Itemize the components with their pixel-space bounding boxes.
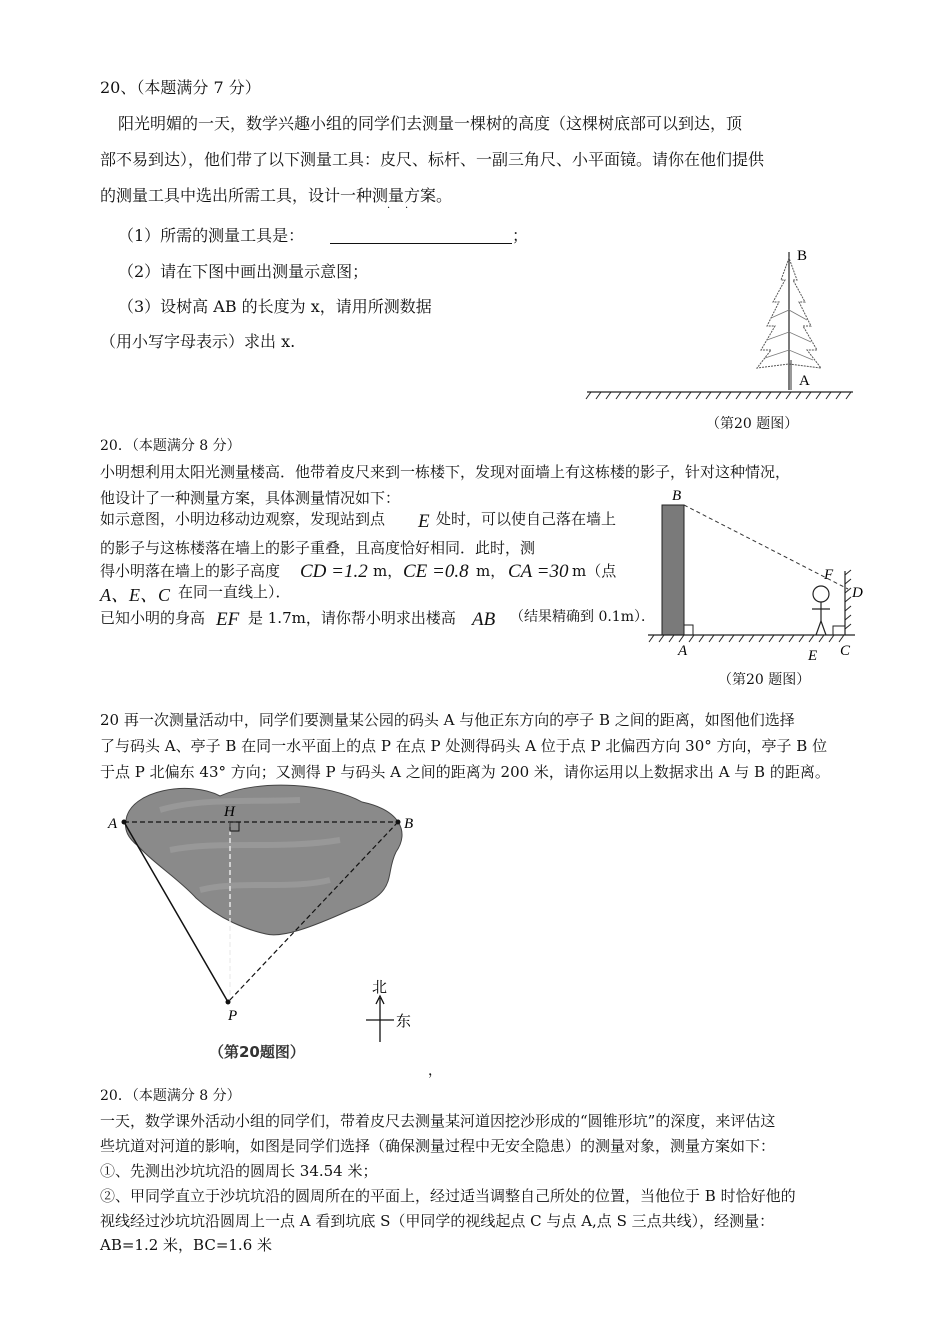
math-ce: CE =0.8	[403, 561, 469, 582]
math-ef: EF	[216, 609, 240, 630]
north-label: 北	[372, 980, 388, 996]
q1-caption: （第20 题图）	[706, 416, 799, 432]
label-d: D	[852, 585, 863, 601]
q1-para-line: 阳光明媚的一天，数学兴趣小组的同学们去测量一棵树的高度（这棵树底部可以到达，顶	[118, 114, 743, 133]
label-e: E	[808, 648, 818, 664]
q2-line: 得小明落在墙上的影子高度	[100, 562, 281, 580]
emphasis-dot: ·	[405, 203, 409, 214]
building-figure	[640, 483, 875, 668]
math-ca: CA =30	[508, 561, 569, 582]
q1-para-line: 部不易到达），他们带了以下测量工具：皮尺、标杆、一副三角尺、小平面镜。请你在他们提供	[100, 150, 765, 169]
q4-line: ①、先测出沙坑坑沿的圆周长 34.54 米；	[100, 1162, 378, 1180]
math-e: E	[418, 511, 430, 532]
q4-line: 些坑道对河道的影响，如图是同学们选择（确保测量过程中无安全隐患）的测量对象，测量方案如下：	[100, 1137, 776, 1155]
label-b: B	[672, 488, 682, 504]
q1-para-line: 的测量工具中选出所需工具，设计一种测量方案。	[100, 186, 453, 205]
q2-line: 已知小明的身高	[100, 609, 206, 627]
q1-heading: 20、（本题满分 7 分）	[100, 78, 261, 97]
q2-line: （结果精确到 0.1m）．	[510, 609, 655, 625]
label-a: A	[108, 816, 118, 832]
q2-line: 处时，可以使自己落在墙上	[436, 510, 617, 528]
q1-item-4: （用小写字母表示）求出 x.	[100, 332, 296, 351]
q2-line: 如示意图，小明边移动边观察，发现站到点	[100, 510, 386, 528]
stray-mark: ，	[428, 1063, 442, 1079]
q4-heading: 20．（本题满分 8 分）	[100, 1088, 241, 1104]
q3-line: 20 再一次测量活动中，同学们要测量某公园的码头 A 与他正东方向的亭子 B 之间的距离，如图他们选择	[100, 711, 795, 729]
label-f: F	[824, 567, 834, 583]
label-b: B	[404, 816, 414, 832]
label-p: P	[228, 1008, 238, 1024]
tree-figure	[585, 240, 855, 415]
q1-blank-end: ；	[512, 226, 529, 245]
q2-caption: （第20 题图）	[718, 672, 811, 688]
q1-item-1: （1）所需的测量工具是：	[118, 226, 305, 245]
label-b: B	[797, 248, 808, 264]
q4-line: AB=1.2 米，BC=1.6 米	[100, 1236, 273, 1254]
math-aec: A、E、C	[100, 585, 170, 605]
q1-item-3: （3）设树高 AB 的长度为 x，请用所测数据	[118, 297, 432, 316]
unit: m，	[373, 562, 403, 580]
q4-line: 视线经过沙坑坑沿圆周上一点 A 看到坑底 S（甲同学的视线起点 C 与点 A,点 S 三点共线），经测量：	[100, 1212, 775, 1230]
q2-line: 的影子与这栋楼落在墙上的影子重叠，且高度恰好相同．此时，测	[100, 539, 536, 557]
q2-line: 他设计了一种测量方案，具体测量情况如下：	[100, 489, 401, 507]
q3-line: 了与码头 A、亭子 B 在同一水平面上的点 P 在点 P 处测得码头 A 位于点 P 北偏西方向 30° 方向，亭子 B 位	[100, 737, 828, 755]
q3-caption: （第20题图）	[209, 1043, 305, 1061]
q4-line: 一天，数学课外活动小组的同学们，带着皮尺去测量某河道因挖沙形成的“圆锥形坑”的深度，来评估这	[100, 1112, 776, 1130]
q2-heading: 20．（本题满分 8 分）	[100, 438, 241, 454]
label-c: C	[840, 643, 851, 659]
q3-line: 于点 P 北偏东 43° 方向；又测得 P 与码头 A 之间的距离为 200 米，请你运用以上数据求出 A 与 B 的距离。	[100, 763, 830, 781]
lake-figure	[100, 780, 440, 1070]
math-ab: AB	[472, 609, 496, 630]
q1-item-2: （2）请在下图中画出测量示意图；	[118, 262, 369, 281]
math-cd: CD =1.2	[300, 561, 368, 582]
label-a: A	[799, 373, 810, 389]
q2-line: 在同一直线上）．	[178, 583, 291, 601]
label-h: H	[224, 804, 235, 820]
q4-line: ②、甲同学直立于沙坑坑沿的圆周所在的平面上，经过适当调整自己所处的位置，当他位于 B 时恰好他的	[100, 1187, 796, 1205]
q2-line: 是 1.7m，请你帮小明求出楼高	[248, 609, 456, 627]
q2-line: 小明想利用太阳光测量楼高．他带着皮尺来到一栋楼下，发现对面墙上有这栋楼的影子，针对这种情况，	[100, 463, 791, 481]
unit: m，	[476, 562, 506, 580]
east-label: 东	[396, 1014, 412, 1030]
label-a: A	[678, 643, 688, 659]
answer-blank[interactable]	[330, 243, 512, 244]
unit: m（点	[572, 562, 617, 580]
emphasis-dot: ·	[387, 203, 391, 214]
